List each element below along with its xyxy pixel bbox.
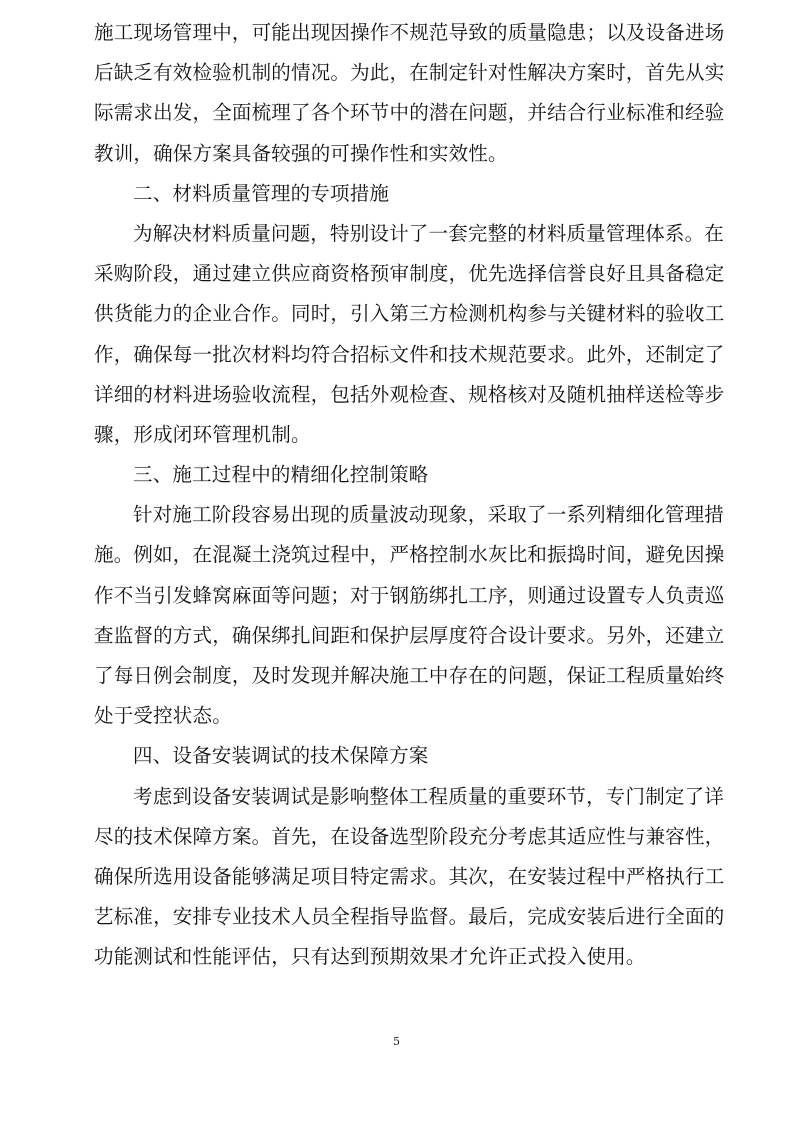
section-heading-equipment: 四、设备安装调试的技术保障方案 xyxy=(133,744,429,768)
paragraph-continuation xyxy=(94,13,725,174)
text-line: 采购阶段，通过建立供应商资格预审制度，优先选择信誉良好且具备稳定 xyxy=(94,262,725,286)
text-line: 艺标准，安排专业技术人员全程指导监督。最后，完成安装后进行全面的 xyxy=(94,905,725,929)
paragraph-equipment xyxy=(94,777,725,978)
section-heading-construction: 三、施工过程中的精细化控制策略 xyxy=(133,463,429,487)
text-line: 详细的材料进场验收流程，包括外观检查、规格核对及随机抽样送检等步 xyxy=(94,382,725,406)
text-line: 教训，确保方案具备较强的可操作性和实效性。 xyxy=(94,141,508,165)
text-line: 了每日例会制度，及时发现并解决施工中存在的问题，保证工程质量始终 xyxy=(94,664,725,687)
text-line: 尽的技术保障方案。首先，在设备选型阶段充分考虑其适应性与兼容性， xyxy=(94,824,725,848)
text-line: 作，确保每一批次材料均符合招标文件和技术规范要求。此外，还制定了 xyxy=(94,342,725,366)
text-line: 后缺乏有效检验机制的情况。为此，在制定针对性解决方案时，首先从实 xyxy=(94,61,725,85)
paragraph-construction xyxy=(94,495,725,736)
document-body xyxy=(94,13,725,978)
text-line: 施。例如，在混凝土浇筑过程中，严格控制水灰比和振捣时间，避免因操 xyxy=(94,543,725,567)
text-line: 施工现场管理中，可能出现因操作不规范导致的质量隐患；以及设备进场 xyxy=(94,21,725,44)
text-line: 际需求出发，全面梳理了各个环节中的潜在问题，并结合行业标准和经验 xyxy=(94,101,725,125)
paragraph-materials xyxy=(94,214,725,455)
text-line: 骤，形成闭环管理机制。 xyxy=(94,422,311,446)
text-line: 针对施工阶段容易出现的质量波动现象，采取了一系列精细化管理措 xyxy=(133,503,725,527)
page-number: 5 xyxy=(393,1035,400,1048)
text-line: 为解决材料质量问题，特别设计了一套完整的材料质量管理体系。在 xyxy=(133,221,725,245)
text-line: 处于受控状态。 xyxy=(94,704,232,728)
text-line: 功能测试和性能评估，只有达到预期效果才允许正式投入使用。 xyxy=(94,945,646,969)
text-line: 供货能力的企业合作。同时，引入第三方检测机构参与关键材料的验收工 xyxy=(94,302,725,326)
text-line: 确保所选用设备能够满足项目特定需求。其次，在安装过程中严格执行工 xyxy=(94,864,725,888)
section-heading-materials: 二、材料质量管理的专项措施 xyxy=(133,181,390,205)
text-line: 考虑到设备安装调试是影响整体工程质量的重要环节，专门制定了详 xyxy=(133,784,725,808)
text-line: 作不当引发蜂窝麻面等问题；对于钢筋绑扎工序，则通过设置专人负责巡 xyxy=(94,583,725,607)
text-line: 查监督的方式，确保绑扎间距和保护层厚度符合设计要求。另外，还建立 xyxy=(94,623,725,647)
